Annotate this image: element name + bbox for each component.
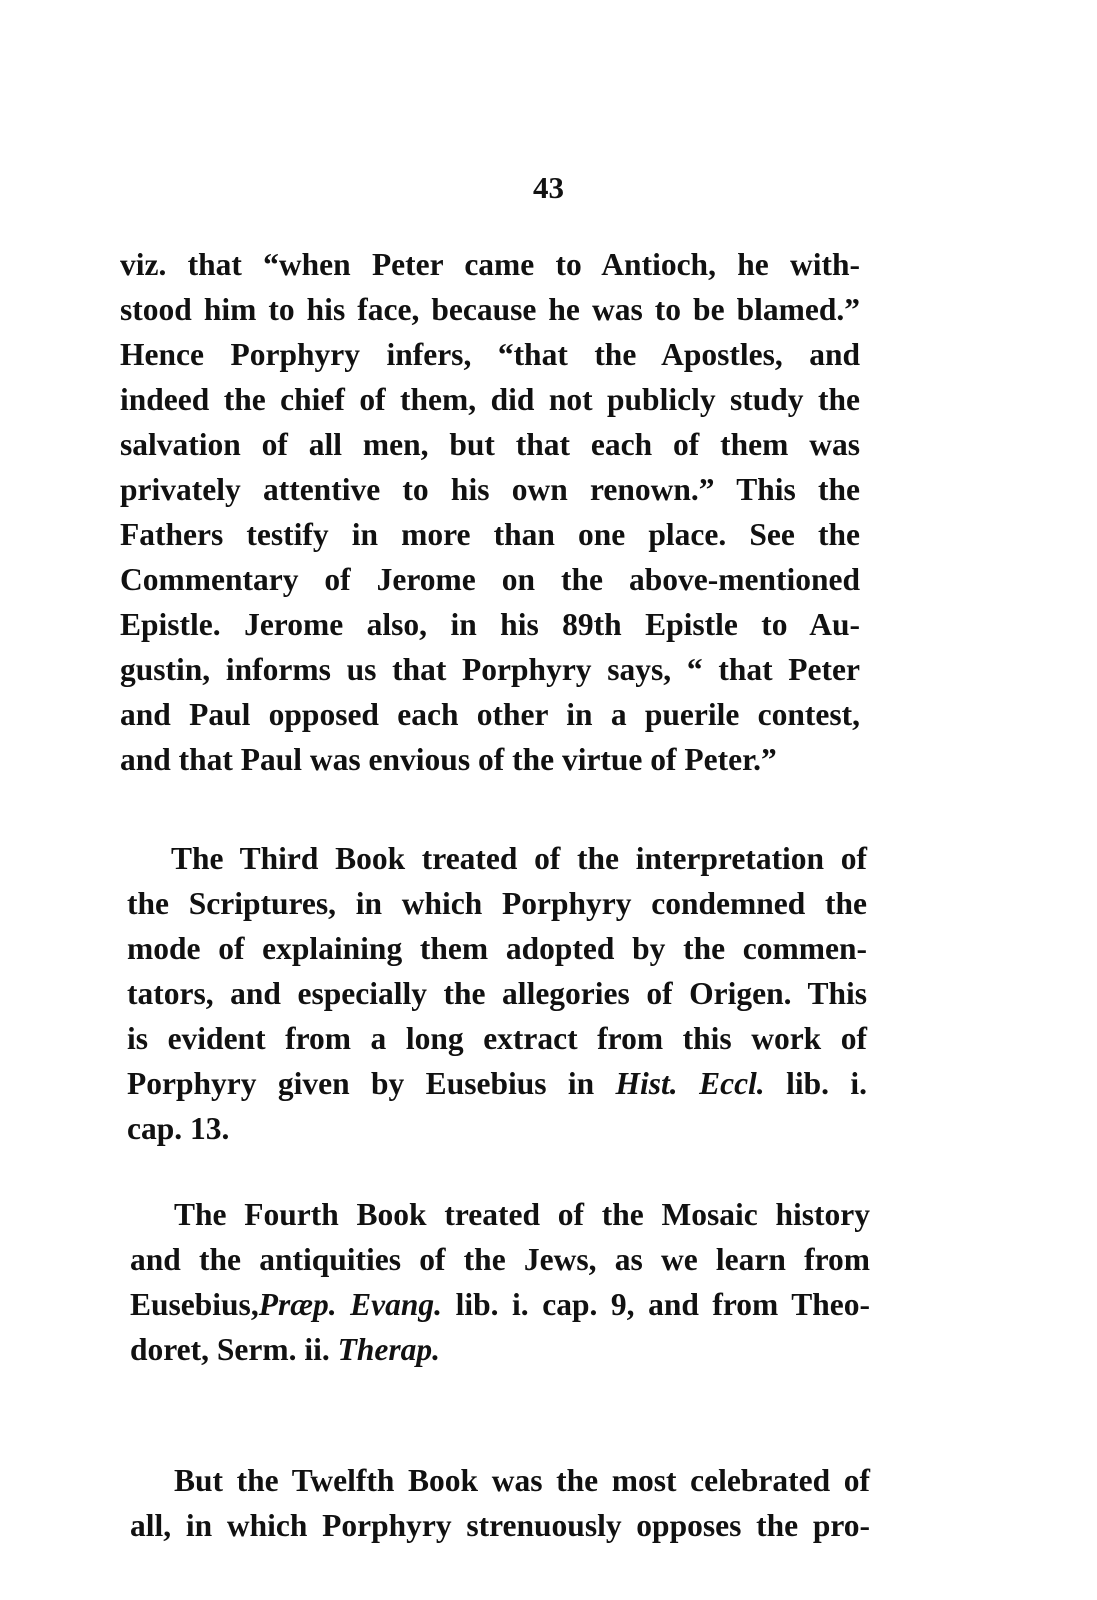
text-line: salvation of all men, but that each of them was [120,427,860,462]
text-line: The Third Book treated of the interpretation of [171,841,867,876]
text-line: Commentary of Jerome on the above-mentioned [120,562,860,597]
text-line: cap. 13. [127,1111,230,1146]
text-line: and Paul opposed each other in a puerile contest, [120,697,860,732]
page-number: 43 [533,170,564,205]
text-line: indeed the chief of them, did not publicly study the [120,382,860,417]
italic-reference: Evang. [350,1287,443,1322]
text-line: is evident from a long extract from this work of [127,1021,867,1056]
text-line: The Fourth Book treated of the Mosaic history [174,1197,870,1232]
text-line: Fathers testify in more than one place. See the [120,517,860,552]
text-line [130,1327,870,1372]
text-line: tators, and especially the allegories of Origen. This [127,976,867,1011]
text-segment: Eusebius, [130,1287,259,1322]
text-line: gustin, informs us that Porphyry says, “ that Peter [120,652,860,687]
italic-reference: Eccl. [699,1066,765,1101]
paragraph-2 [127,836,867,1151]
text-line: mode of explaining them adopted by the commen- [127,931,867,966]
italic-reference: Hist. [615,1066,678,1101]
text-line: Epistle. Jerome also, in his 89th Epistle to Au- [120,607,860,642]
text-line: stood him to his face, because he was to be blamed.” [120,292,860,327]
text-line [127,1061,867,1106]
italic-reference: Therap. [337,1332,441,1367]
text-line: all, in which Porphyry strenuously opposes the pro- [130,1508,870,1543]
text-segment: Porphyry given by Eusebius in [127,1066,595,1101]
italic-reference: Præp. [258,1287,337,1322]
text-line: privately attentive to his own renown.” This the [120,472,860,507]
text-segment: lib. i. [786,1066,867,1101]
text-segment: doret, Serm. ii. [130,1332,330,1367]
text-line: viz. that “when Peter came to Antioch, he with- [120,247,860,282]
paragraph-4 [130,1458,870,1548]
text-line: But the Twelfth Book was the most celebrated of [174,1463,870,1498]
text-line: Hence Porphyry infers, “that the Apostles, and [120,337,860,372]
text-segment: lib. i. cap. 9, and from Theo- [455,1287,871,1322]
text-line: and that Paul was envious of the virtue of Peter.” [120,742,777,777]
paragraph-1 [120,242,860,782]
text-line: and the antiquities of the Jews, as we learn from [130,1242,870,1277]
paragraph-3 [130,1192,870,1372]
text-line: the Scriptures, in which Porphyry condemned the [127,886,867,921]
text-line [130,1282,870,1327]
